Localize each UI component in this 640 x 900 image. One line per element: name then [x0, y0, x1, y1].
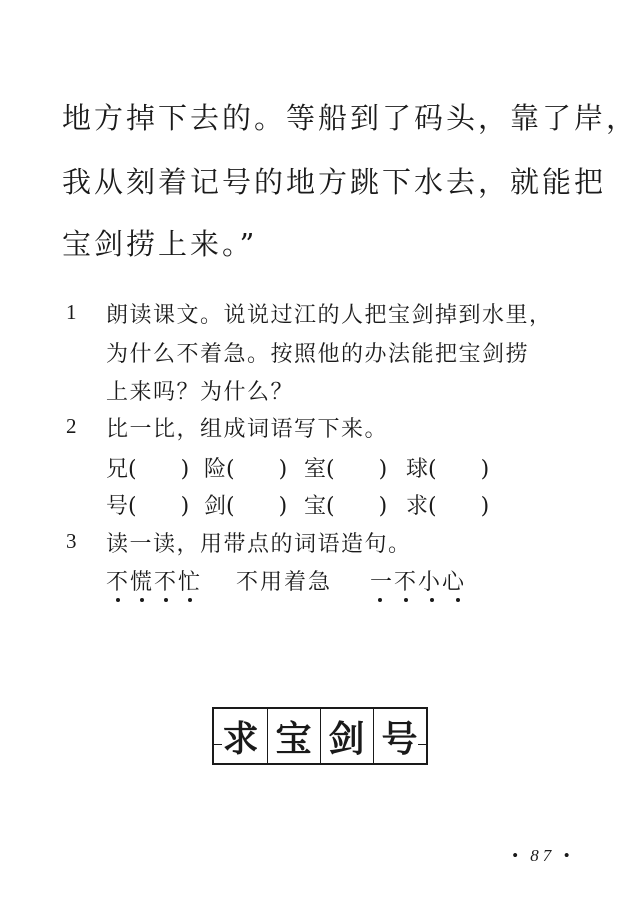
paren-open: ( — [428, 494, 437, 519]
paren-open: ( — [128, 457, 137, 482]
guide-tick — [214, 744, 222, 745]
word-cell — [106, 489, 189, 520]
word-cell — [204, 452, 287, 483]
word-compare-row-2 — [106, 489, 546, 519]
story-line-2: 我从刻着记号的地方跳下水去，就能把 — [62, 165, 607, 199]
char: 球 — [406, 457, 429, 482]
char: 险 — [204, 457, 227, 482]
emphasis-dot — [404, 598, 408, 602]
paren-open: ( — [326, 457, 335, 482]
char: 室 — [304, 457, 327, 482]
char: 号 — [106, 494, 129, 519]
char: 宝 — [304, 494, 327, 519]
paren-close: ) — [278, 494, 288, 519]
copybook-char: 宝 — [275, 718, 312, 760]
emphasis-dot — [164, 598, 168, 602]
char: 兄 — [106, 457, 129, 482]
word-cell — [106, 452, 189, 483]
story-line-1: 地方掉下去的。等船到了码头，靠了岸， — [62, 101, 639, 135]
story-line-3: 宝剑捞上来。” — [62, 227, 258, 261]
word-compare-row-1 — [106, 452, 546, 482]
copybook-title-box — [212, 707, 428, 765]
copybook-char: 求 — [222, 718, 259, 760]
page-number: • 87 • — [512, 846, 574, 865]
char: 求 — [406, 494, 429, 519]
paren-open: ( — [128, 494, 137, 519]
paren-close: ) — [180, 494, 190, 519]
emphasis-dot — [456, 598, 460, 602]
emphasis-dot — [188, 598, 192, 602]
exercise-3-number: 3 — [66, 529, 77, 553]
copybook-char: 剑 — [328, 718, 365, 760]
emphasis-dot — [116, 598, 120, 602]
word-cell — [304, 489, 387, 520]
paren-open: ( — [226, 457, 235, 482]
word-cell — [304, 452, 387, 483]
paren-close: ) — [378, 457, 388, 482]
exercise-2-number: 2 — [66, 414, 77, 438]
emphasis-dot — [378, 598, 382, 602]
word-cell — [406, 452, 489, 483]
exercise-1-number: 1 — [66, 300, 77, 324]
paren-open: ( — [226, 494, 235, 519]
exercise-1-line-3: 上来吗？为什么？ — [106, 380, 295, 405]
char: 剑 — [204, 494, 227, 519]
paren-open: ( — [326, 494, 335, 519]
emphasis-dot — [140, 598, 144, 602]
copybook-char: 号 — [381, 718, 418, 760]
guide-tick — [418, 744, 426, 745]
emphasis-dot — [430, 598, 434, 602]
phrase-2: 不用着急 — [236, 570, 333, 595]
paren-open: ( — [428, 457, 437, 482]
exercise-1-line-1: 朗读课文。说说过江的人把宝剑掉到水里， — [106, 303, 553, 328]
paren-close: ) — [378, 494, 388, 519]
paren-close: ) — [180, 457, 190, 482]
dotted-phrase-3: 一不小心 — [370, 570, 467, 595]
dotted-phrase-1: 不慌不忙 — [106, 570, 203, 595]
word-cell — [406, 489, 489, 520]
paren-close: ) — [278, 457, 288, 482]
exercise-2-instruction: 比一比，组成词语写下来。 — [106, 417, 389, 442]
exercise-3-instruction: 读一读，用带点的词语造句。 — [106, 532, 412, 557]
exercise-1-line-2: 为什么不着急。按照他的办法能把宝剑捞 — [106, 342, 530, 367]
paren-close: ) — [480, 457, 490, 482]
paren-close: ) — [480, 494, 490, 519]
word-cell — [204, 489, 287, 520]
